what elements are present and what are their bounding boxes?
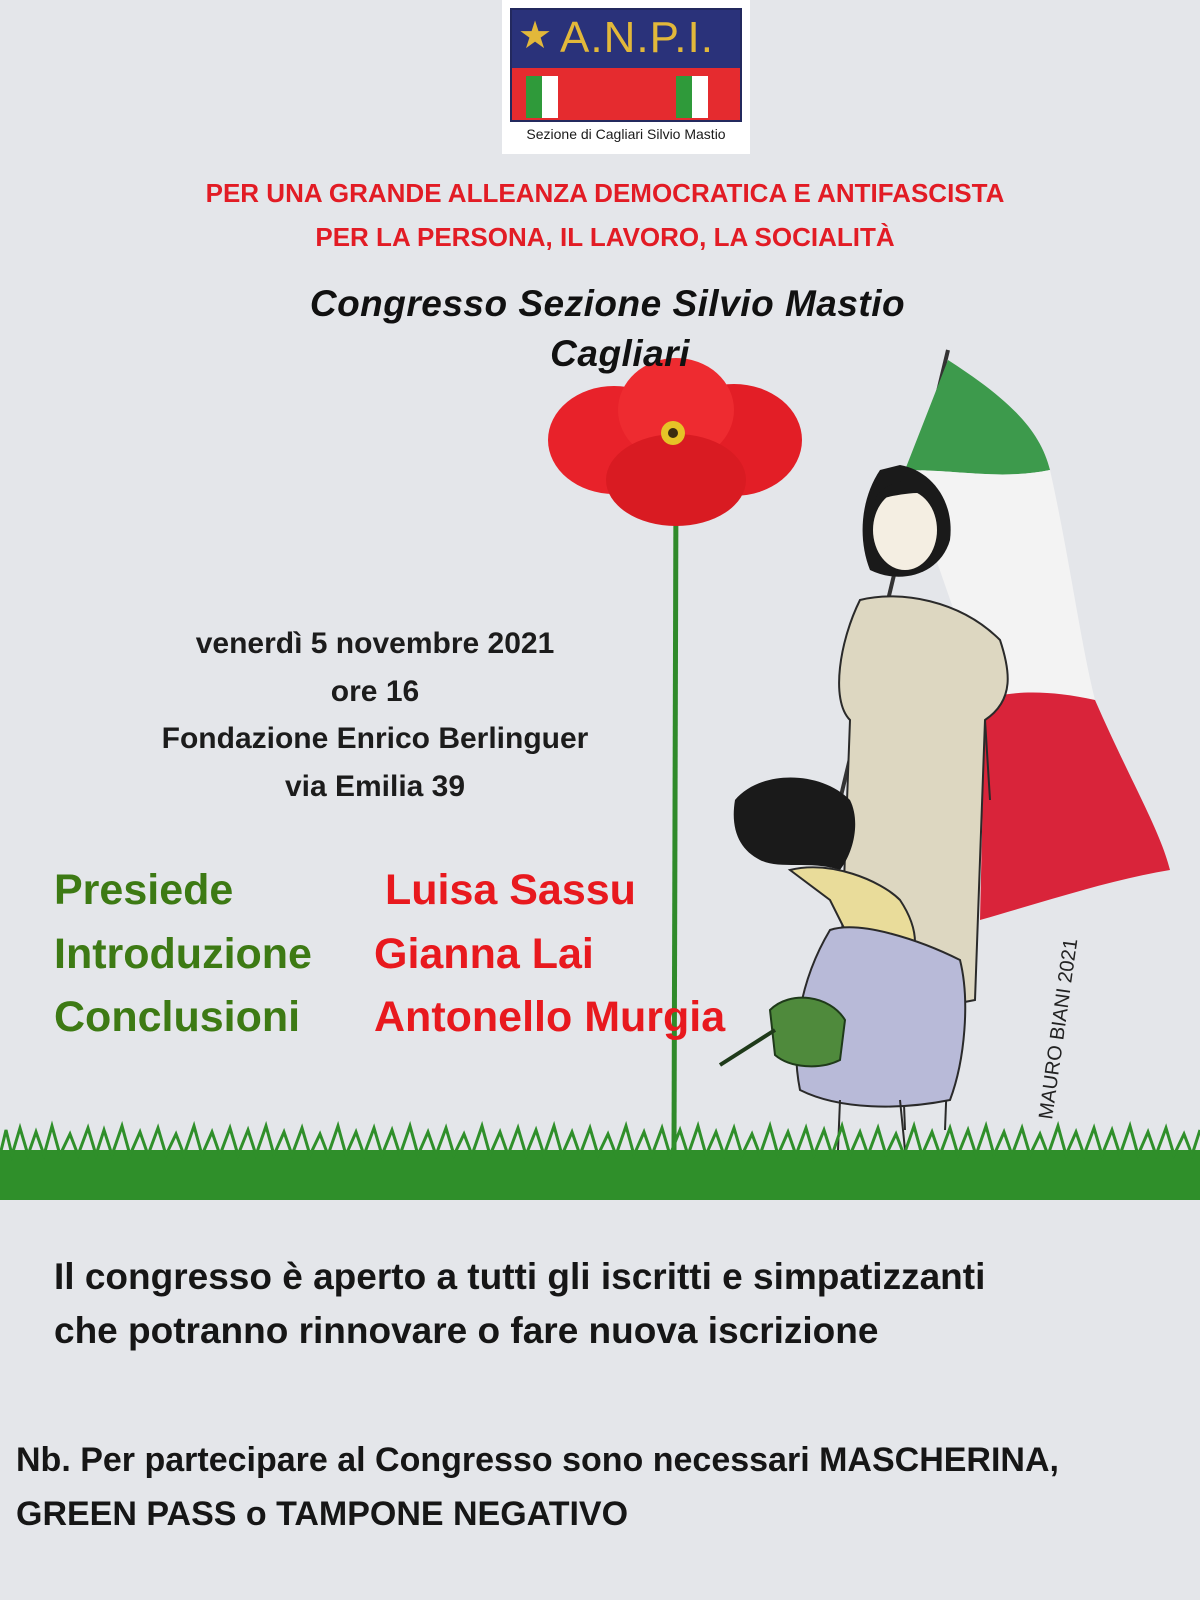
program-role: Presiede — [54, 866, 234, 914]
open-notice-line-1: Il congresso è aperto a tutti gli iscritti e simpatizzanti — [54, 1256, 986, 1297]
program-role: Introduzione — [54, 930, 312, 978]
ground-strip — [0, 1150, 1200, 1200]
stripe-white-left — [542, 76, 558, 118]
artist-signature: MAURO BIANI 2021 — [1035, 937, 1083, 1121]
nb-requirements-line-1: Nb. Per partecipare al Congresso sono necessari MASCHERINA, — [16, 1441, 1059, 1479]
congress-title: Congresso Sezione Silvio Mastio — [309, 283, 906, 324]
tricolor-band — [512, 68, 740, 122]
program-person: Luisa Sassu — [385, 866, 636, 914]
stripe-red-left — [558, 76, 574, 118]
program-person: Antonello Murgia — [374, 993, 726, 1041]
stripe-white-right — [692, 76, 708, 118]
program-person: Gianna Lai — [374, 930, 594, 978]
event-address: via Emilia 39 — [284, 770, 466, 803]
program-role: Conclusioni — [54, 993, 301, 1041]
event-venue: Fondazione Enrico Berlinguer — [161, 722, 589, 755]
star-icon: ★ — [518, 13, 553, 57]
open-notice-line-2: che potranno rinnovare o fare nuova iscrizione — [54, 1310, 879, 1351]
event-date: venerdì 5 novembre 2021 — [195, 627, 555, 660]
stripe-green-right — [676, 76, 692, 118]
anpi-logo — [502, 0, 750, 154]
stripe-red-right — [708, 76, 724, 118]
logo-caption: Sezione di Cagliari Silvio Mastio — [526, 126, 726, 142]
nb-requirements-line-2: GREEN PASS o TAMPONE NEGATIVO — [16, 1495, 629, 1533]
poppy-stem — [674, 480, 676, 1150]
flag-red-stripe — [980, 693, 1170, 921]
anpi-logo-text: A.N.P.I. — [560, 13, 714, 62]
slogan-line-1: PER UNA GRANDE ALLEANZA DEMOCRATICA E ANTIFASCISTA — [205, 178, 1005, 208]
flag-green-stripe — [905, 360, 1050, 474]
anpi-logo-emblem — [510, 8, 742, 122]
slogan-line-2: PER LA PERSONA, IL LAVORO, LA SOCIALITÀ — [315, 222, 895, 252]
stripe-green-left — [526, 76, 542, 118]
congress-city: Cagliari — [550, 333, 690, 374]
poppy-flower — [548, 358, 802, 526]
event-time: ore 16 — [330, 675, 420, 708]
watering-can — [720, 998, 845, 1067]
